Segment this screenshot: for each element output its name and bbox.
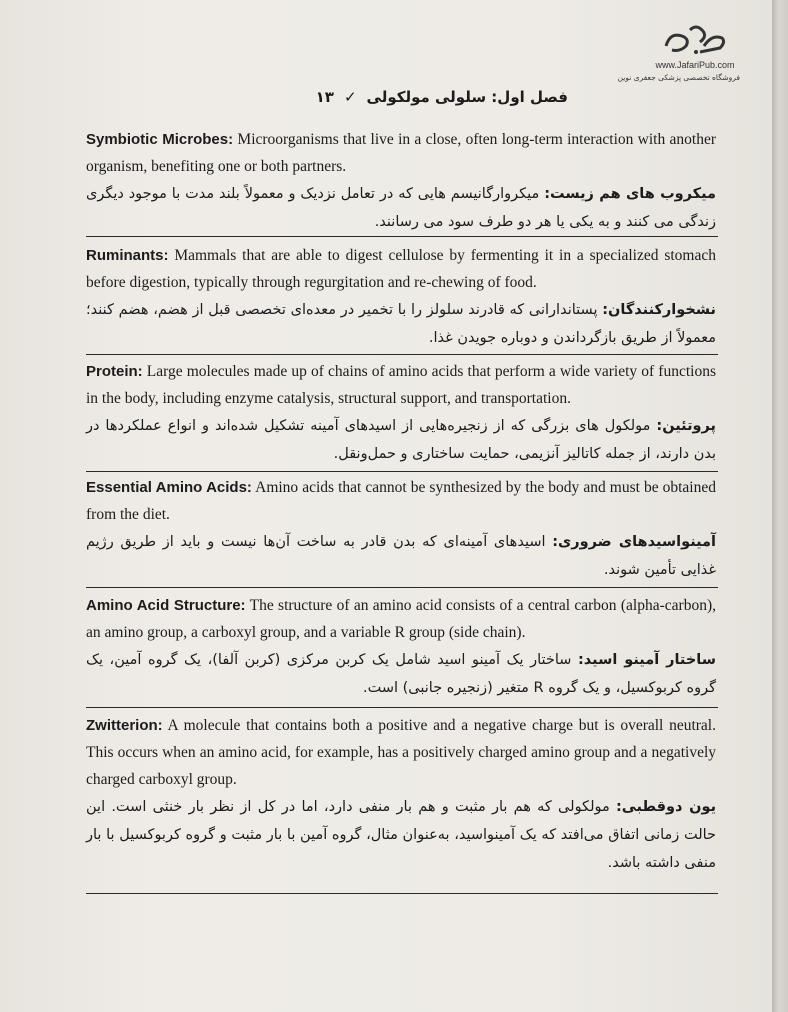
persian-definition-text: ساختار یک آمینو اسید شامل یک کربن مرکزی (کربن آلفا)، یک گروه آمین، یک گروه کربوکسیل، و یک گروه R متغیر (زنجیره جانبی) است. (86, 652, 716, 696)
persian-term: میکروب های هم زیست: (544, 186, 716, 202)
english-definition (86, 242, 716, 296)
chapter-title: فصل اول: سلولی مولکولی (366, 88, 568, 106)
persian-definition (86, 412, 716, 468)
english-term: Amino Acid Structure: (86, 597, 246, 614)
english-term: Zwitterion: (86, 717, 163, 734)
divider (86, 354, 718, 355)
glossary-entry (86, 242, 716, 352)
english-definition-text: Large molecules made up of chains of amino acids that perform a wide variety of functions in the body, including enzyme catalysis, structural support, and transportation. (86, 363, 716, 407)
glossary-entry (86, 126, 716, 236)
persian-definition (86, 646, 716, 702)
glossary-entry (86, 474, 716, 584)
persian-definition (86, 296, 716, 352)
divider (86, 471, 718, 472)
store-name: فروشگاه تخصصی پزشکی جعفری نوین (617, 73, 740, 82)
english-definition (86, 712, 716, 793)
english-definition-text: A molecule that contains both a positive and a negative charge but is overall neutral. This occurs when an amino acid, for example, has a positively charged amino group and a negatively charged carboxyl group. (86, 717, 716, 788)
english-term: Essential Amino Acids: (86, 479, 252, 496)
persian-definition-text: اسیدهای آمینه‌ای که بدن قادر به ساخت آن‌ها نیست و باید از طریق رژیم غذایی تأمین شوند. (86, 534, 716, 578)
glossary-entry (86, 592, 716, 702)
jafari-logo-icon (660, 22, 730, 58)
persian-definition-text: میکروارگانیسم هایی که در تعامل نزدیک و معمولاً بلند مدت با موجود دیگری زندگی می کنند و به یکی یا هر دو طرف سود می رسانند. (86, 186, 716, 230)
english-definition (86, 592, 716, 646)
persian-term: آمینواسیدهای ضروری: (552, 534, 717, 550)
english-term: Symbiotic Microbes: (86, 131, 234, 148)
divider (86, 587, 718, 588)
persian-term: نشخوارکنندگان: (602, 302, 716, 318)
persian-term: ساختار آمینو اسید: (577, 652, 717, 668)
english-definition (86, 358, 716, 412)
persian-definition-text: مولکولی که هم بار مثبت و هم بار منفی دارد، اما در کل از نظر بار خنثی است. این حالت زمانی اتفاق می‌افتد که یک آمینواسید، به‌عنوان مثال، گروه آمین با بار مثبت و گروه کربوکسیل با بار منفی داشته باشد. (86, 799, 716, 871)
glossary-entry (86, 712, 716, 877)
english-definition-text: The structure of an amino acid consists of a central carbon (alpha-carbon), an amino group, a carboxyl group, and a variable R group (side chain). (86, 597, 716, 641)
running-header (88, 84, 568, 110)
english-definition (86, 126, 716, 180)
divider (86, 893, 718, 894)
check-icon: ✓ (343, 88, 357, 106)
glossary-entry (86, 358, 716, 468)
divider (86, 236, 718, 237)
publisher-logo (617, 22, 740, 92)
english-definition-text: Amino acids that cannot be synthesized by the body and must be obtained from the diet. (86, 479, 716, 523)
persian-term: یون دوقطبی: (615, 799, 717, 815)
english-definition (86, 474, 716, 528)
persian-definition (86, 180, 716, 236)
english-term: Ruminants: (86, 247, 169, 264)
english-definition-text: Mammals that are able to digest cellulose by fermenting it in a specialized stomach before digestion, typically through regurgitation and re-chewing of food. (86, 247, 716, 291)
english-definition-text: Microorganisms that live in a close, often long-term interaction with another organism, benefiting one or both partners. (86, 131, 716, 175)
divider (86, 707, 718, 708)
persian-definition-text: مولکول های بزرگی که از زنجیره‌هایی از اسیدهای آمینه تشکیل شده‌اند و انواع عملکردها در بدن دارند، از جمله کاتالیز آنزیمی، حمایت ساختاری و حمل‌ونقل. (86, 418, 716, 462)
persian-term: پروتئین: (656, 418, 716, 434)
publisher-url: www.JafariPub.com (655, 60, 735, 70)
persian-definition-text: پستاندارانی که قادرند سلولز را با تخمیر در معده‌ای تخصصی قبل از هضم، هضم کنند؛ معمولاً از طریق بازگرداندن و دوباره جویدن غذا. (86, 302, 716, 346)
page-number: ۱۳ (315, 88, 334, 106)
page-edge (772, 0, 788, 1012)
persian-definition (86, 793, 716, 877)
english-term: Protein: (86, 363, 143, 380)
persian-definition (86, 528, 716, 584)
